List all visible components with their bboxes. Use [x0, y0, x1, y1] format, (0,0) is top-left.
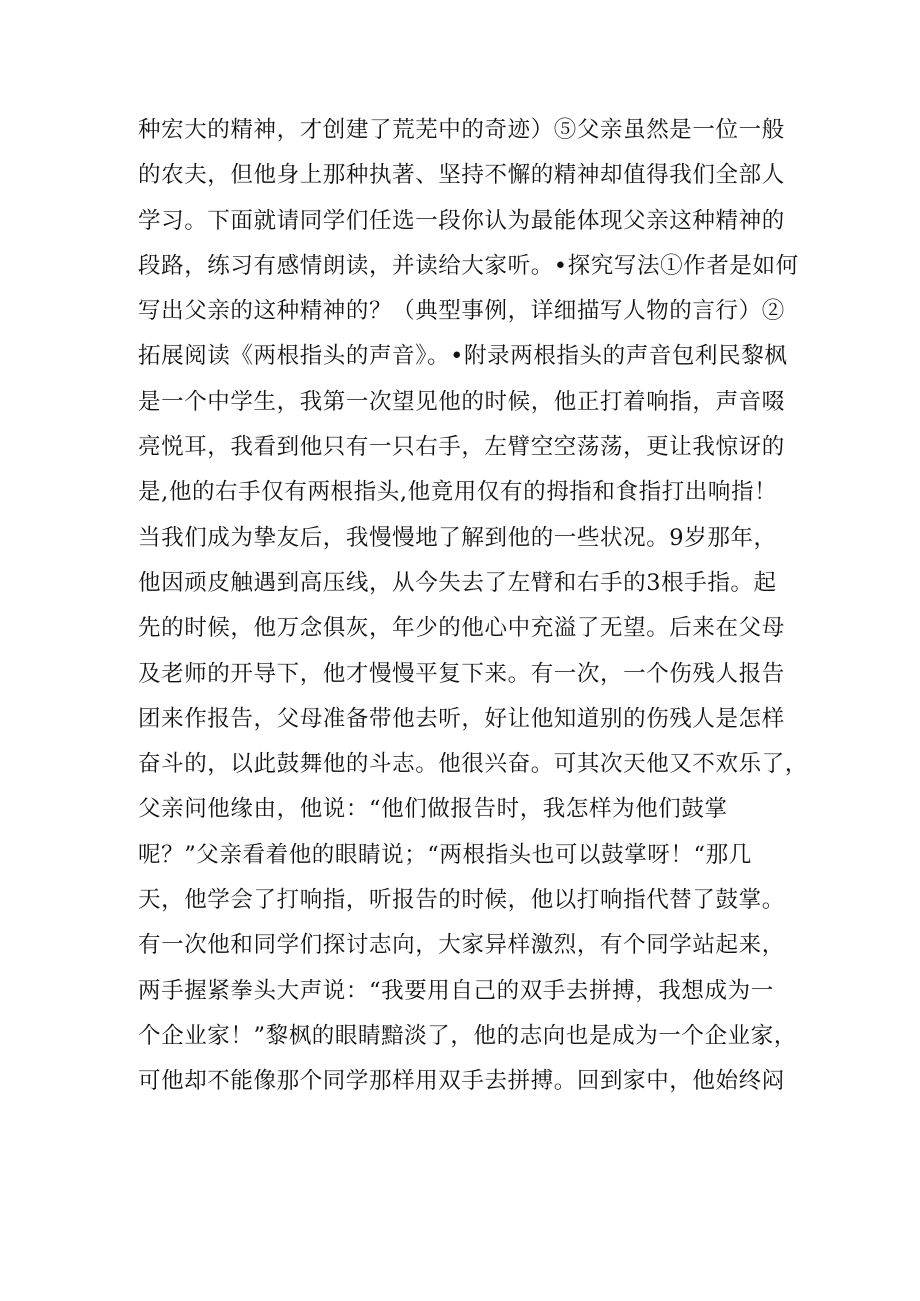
- text-line: 先的时候，他万念俱灰，年少的他心中充溢了无望。后来在父母: [138, 615, 785, 642]
- text-line: 的农夫，但他身上那种执著、坚持不懈的精神却值得我们全部人: [138, 162, 785, 189]
- text-line: 有一次他和同学们探讨志向，大家异样激烈，有个同学站起来，: [138, 932, 785, 959]
- text-line: 学习。下面就请同学们任选一段你认为最能体现父亲这种精神的: [138, 207, 785, 234]
- text-line: 拓展阅读《两根指头的声音》。•附录两根指头的声音包利民黎枫: [138, 343, 788, 370]
- text-line: 个企业家！”黎枫的眼睛黯淡了，他的志向也是成为一个企业家，: [138, 1022, 797, 1049]
- text-line: 可他却不能像那个同学那样用双手去拼搏。回到家中，他始终闷: [138, 1068, 785, 1095]
- text-line: 段路，练习有感情朗读，并读给大家听。•探究写法①作者是如何: [138, 252, 799, 279]
- text-line: 奋斗的，以此鼓舞他的斗志。他很兴奋。可其次天他又不欢乐了，: [138, 751, 808, 778]
- text-line: 亮悦耳，我看到他只有一只右手，左臂空空荡荡，更让我惊讶的: [138, 434, 785, 461]
- text-line: 团来作报告，父母准备带他去听，好让他知道别的伤残人是怎样: [138, 705, 785, 732]
- text-line: 是一个中学生，我第一次望见他的时候，他正打着响指，声音啜: [138, 388, 785, 415]
- text-line: 他因顽皮触遇到高压线，从今失去了左臂和右手的3根手指。起: [138, 569, 777, 596]
- text-line: 呢？”父亲看着他的眼睛说；“两根指头也可以鼓掌呀！“那几: [138, 841, 752, 868]
- text-line: 父亲问他缘由，他说：“他们做报告时，我怎样为他们鼓掌: [138, 796, 728, 823]
- text-line: 及老师的开导下，他才慢慢平复下来。有一次，一个伤残人报告: [138, 660, 785, 687]
- text-line: 天，他学会了打响指，听报告的时候，他以打响指代替了鼓掌。: [138, 887, 785, 914]
- body-text: [138, 108, 808, 1105]
- text-line: 写出父亲的这种精神的？（典型事例，详细描写人物的言行）②: [138, 298, 785, 325]
- text-line: 种宏大的精神，才创建了荒芜中的奇迹）⑤父亲虽然是一位一般: [138, 117, 785, 143]
- text-line: 当我们成为挚友后，我慢慢地了解到他的一些状况。9岁那年，: [138, 524, 777, 551]
- text-line: 两手握紧拳头大声说：“我要用自己的双手去拼搏，我想成为一: [138, 977, 774, 1004]
- text-line: 是,他的右手仅有两根指头,他竟用仅有的拇指和食指打出响指！: [138, 479, 778, 506]
